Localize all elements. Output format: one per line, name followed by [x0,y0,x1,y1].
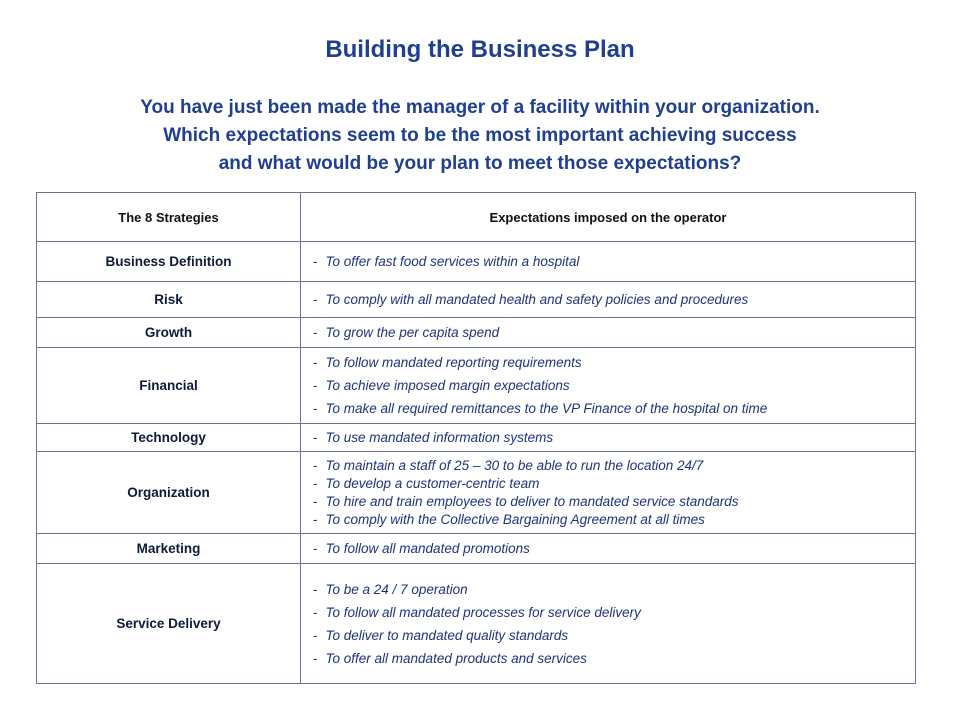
expectations-cell [301,318,916,348]
expectation-item: - To comply with all mandated health and safety policies and procedures [313,292,749,307]
expectation-item: - To be a 24 / 7 operation [313,581,468,597]
expectations-cell [301,348,916,424]
expectation-item: - To follow mandated reporting requirements [313,355,582,370]
expectation-item: - To deliver to mandated quality standards [313,627,569,643]
expectation-item: - To develop a customer-centric team [313,475,540,491]
strategy-cell: Business Definition [37,242,301,282]
table-row [37,318,916,348]
expectations-cell [301,564,916,684]
expectations-cell [301,452,916,534]
table-header-row [37,193,916,242]
intro-line: and what would be your plan to meet those expectations? [218,153,742,174]
table-row [37,452,916,534]
expectations-cell [301,282,916,318]
table-row [37,564,916,684]
header-strategies: The 8 Strategies [37,193,301,242]
expectation-item: - To hire and train employees to deliver to mandated service standards [313,493,739,509]
expectation-item: - To grow the per capita spend [313,325,500,340]
expectation-item: - To follow all mandated promotions [313,541,530,556]
strategy-cell: Service Delivery [37,564,301,684]
expectation-item: - To achieve imposed margin expectations [313,378,570,393]
header-expectations: Expectations imposed on the operator [301,193,916,242]
expectations-cell [301,424,916,452]
strategy-cell: Organization [37,452,301,534]
strategy-cell: Financial [37,348,301,424]
intro-line: Which expectations seem to be the most important achieving success [163,125,797,146]
intro-line: You have just been made the manager of a facility within your organization. [140,97,820,118]
strategy-cell: Technology [37,424,301,452]
strategy-cell: Marketing [37,534,301,564]
expectation-item: - To make all required remittances to the VP Finance of the hospital on time [313,401,768,416]
page-title: Building the Business Plan [325,36,635,63]
expectation-item: - To follow all mandated processes for service delivery [313,604,641,620]
table-row [37,282,916,318]
intro-question [60,94,900,178]
expectation-item: - To use mandated information systems [313,430,554,445]
table-row [37,534,916,564]
expectation-item: - To offer all mandated products and services [313,650,587,666]
expectation-item: - To offer fast food services within a hospital [313,254,580,269]
table-row [37,242,916,282]
expectation-item: - To maintain a staff of 25 – 30 to be able to run the location 24/7 [313,457,704,473]
expectations-cell [301,242,916,282]
expectations-cell [301,534,916,564]
strategy-cell: Growth [37,318,301,348]
table-row [37,348,916,424]
strategies-table [36,192,916,684]
strategy-cell: Risk [37,282,301,318]
table-row [37,424,916,452]
expectation-item: - To comply with the Collective Bargaining Agreement at all times [313,511,705,527]
